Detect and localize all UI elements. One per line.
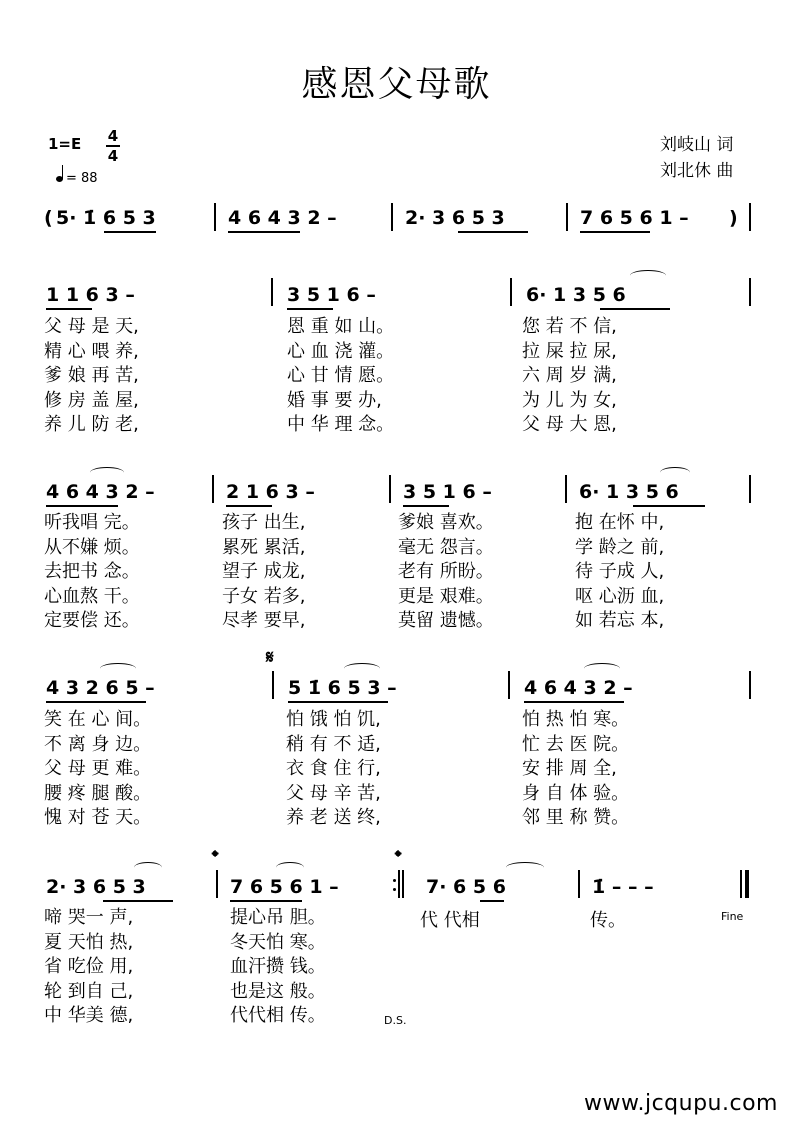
intro-measure-1: 5· 1̇ 6 5 3 xyxy=(56,207,156,229)
intro-measure-2: 4 6 4 3 2 – xyxy=(228,207,337,229)
time-signature xyxy=(106,128,120,164)
intro-close-paren: ) xyxy=(729,207,738,229)
s4-measure-2: 7 6 5 6 1 – xyxy=(230,876,339,898)
s2-lyrics-col-2: 孩子 出生, 累死 累活, 望子 成龙, 子女 若多, 尽孝 要早, xyxy=(222,512,306,631)
s4-measure-4: 1̇ – – – xyxy=(592,876,654,898)
s3-measure-2: 5 1̇ 6 5 3 – xyxy=(288,677,397,699)
s3-lyrics-col-2: 怕 饿 怕 饥, 稍 有 不 适, 衣 食 住 行, 父 母 辛 苦, 养 老 送 终, xyxy=(286,709,381,828)
s3-measure-3: 4 6 4 3 2 – xyxy=(524,677,633,699)
s3-measure-1: 4 3 2 6 5 – xyxy=(46,677,155,699)
s1-measure-1: 1 1 6 3 – xyxy=(46,284,135,306)
s2-measure-2: 2 1 6 3 – xyxy=(226,481,315,503)
key-signature: 1=E xyxy=(48,135,82,153)
s4-lyrics-col-1: 啼 哭一 声, 夏 天怕 热, 省 吃俭 用, 轮 到自 己, 中 华美 德, xyxy=(44,907,134,1026)
s1-lyrics-col-1: 父 母 是 天, 精 心 喂 养, 爹 娘 再 苦, 修 房 盖 屋, 养 儿 防 老, xyxy=(44,316,139,435)
s3-lyrics-col-1: 笑 在 心 间。 不 离 身 边。 父 母 更 难。 腰 疼 腿 酸。 愧 对 苍 天。 xyxy=(44,709,152,828)
intro-open-paren: ( xyxy=(44,207,53,229)
s2-measure-1: 4 6 4 3 2 – xyxy=(46,481,155,503)
s4-lyrics-col-3: 代 代相 xyxy=(420,910,480,931)
s1-measure-3: 6· 1 3 5 6 xyxy=(526,284,626,306)
quarter-note-icon xyxy=(56,176,63,182)
segno-sign: 𝄋 xyxy=(266,647,274,668)
fine-marking: Fine xyxy=(721,910,744,923)
s1-measure-2: 3 5 1 6 – xyxy=(287,284,376,306)
s2-measure-3: 3 5 1 6 – xyxy=(403,481,492,503)
tempo-value: = 88 xyxy=(66,171,98,186)
intro-measure-3: 2· 3 6 5 3 xyxy=(405,207,505,229)
ds-marking: D.S. xyxy=(384,1014,407,1027)
s2-lyrics-col-4: 抱 在怀 中, 学 龄之 前, 待 子成 人, 呕 心沥 血, 如 若忘 本, xyxy=(575,512,665,631)
tempo-marking xyxy=(56,171,98,186)
watermark: www.jcqupu.com xyxy=(584,1091,778,1116)
page-title: 感恩父母歌 xyxy=(301,64,492,105)
time-signature-top: 4 xyxy=(107,127,119,145)
lyricist-credit: 刘岐山 词 xyxy=(660,135,734,155)
time-signature-bottom: 4 xyxy=(107,147,119,165)
coda-sign-2: 𝄌 xyxy=(395,847,402,868)
coda-sign-1: 𝄌 xyxy=(212,847,219,868)
intro-measure-4: 7 6 5 6 1 – xyxy=(580,207,689,229)
s2-lyrics-col-1: 听我唱 完。 从不嫌 烦。 去把书 念。 心血熬 干。 定要偿 还。 xyxy=(44,512,140,631)
s4-lyrics-col-2: 提心吊 胆。 冬天怕 寒。 血汗攒 钱。 也是这 般。 代代相 传。 xyxy=(230,907,326,1026)
s4-lyrics-col-4: 传。 xyxy=(590,910,626,931)
s2-measure-4: 6· 1 3 5 6 xyxy=(579,481,679,503)
s2-lyrics-col-3: 爹娘 喜欢。 毫无 怨言。 老有 所盼。 更是 艰难。 莫留 遗憾。 xyxy=(398,512,494,631)
s4-measure-3: 7· 6 5 6 xyxy=(426,876,506,898)
s4-measure-1: 2· 3 6 5 3 xyxy=(46,876,146,898)
s1-lyrics-col-2: 恩 重 如 山。 心 血 浇 灌。 心 甘 情 愿。 婚 事 要 办, 中 华 理 念。 xyxy=(287,316,395,435)
s1-lyrics-col-3: 您 若 不 信, 拉 屎 拉 尿, 六 周 岁 满, 为 儿 为 女, 父 母 大 恩, xyxy=(522,316,617,435)
composer-credit: 刘北休 曲 xyxy=(660,161,734,181)
s3-lyrics-col-3: 怕 热 怕 寒。 忙 去 医 院。 安 排 周 全, 身 自 体 验。 邻 里 称 赞。 xyxy=(522,709,630,828)
